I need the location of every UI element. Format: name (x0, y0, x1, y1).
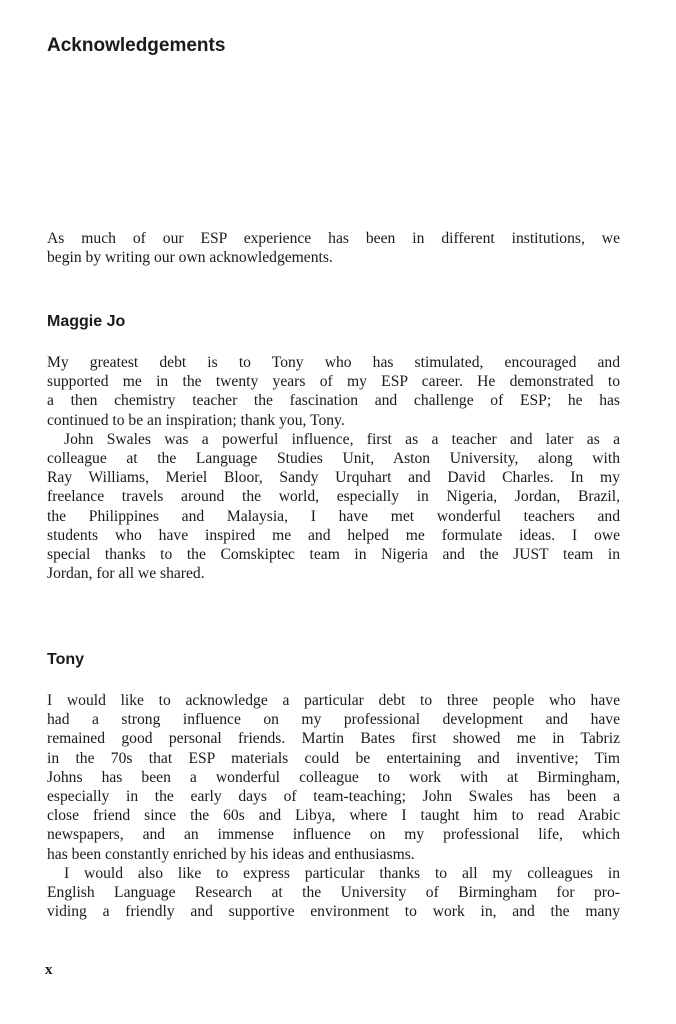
section-heading-tony: Tony (47, 651, 85, 668)
body-line: colleague at the Language Studies Unit, Aston University, along with (47, 450, 620, 468)
body-line: in the 70s that ESP materials could be entertaining and inventive; Tim (47, 749, 620, 767)
body-line: English Language Research at the University of Birmingham for pro- (47, 884, 620, 902)
body-line: John Swales was a powerful influence, first as a teacher and later as a (64, 430, 620, 448)
body-line: a then chemistry teacher the fascination and challenge of ESP; he has (47, 392, 620, 410)
body-line: I would also like to express particular thanks to all my colleagues in (64, 864, 620, 882)
intro-paragraph (47, 229, 620, 267)
body-line: I would like to acknowledge a particular debt to three people who have (47, 692, 620, 709)
body-line: continued to be an inspiration; thank you, Tony. (47, 411, 345, 429)
body-line: supported me in the twenty years of my ESP career. He demonstrated to (47, 373, 620, 391)
body-line: Johns has been a wonderful colleague to work with at Birmingham, (47, 768, 620, 786)
intro-line: As much of our ESP experience has been in different institutions, we (47, 230, 620, 247)
body-line: close friend since the 60s and Libya, where I taught him to read Arabic (47, 807, 620, 825)
section-heading-maggie-jo: Maggie Jo (47, 313, 126, 330)
body-line: had a strong influence on my professional development and have (47, 711, 620, 729)
body-line: freelance travels around the world, especially in Nigeria, Jordan, Brazil, (47, 488, 620, 506)
body-line: Ray Williams, Meriel Bloor, Sandy Urquhart and David Charles. In my (47, 469, 620, 487)
body-line: newspapers, and an immense influence on my professional life, which (47, 826, 620, 844)
body-line: remained good personal friends. Martin Bates first showed me in Tabriz (47, 730, 620, 748)
body-line: especially in the early days of team-teaching; John Swales has been a (47, 788, 620, 806)
body-line: My greatest debt is to Tony who has stimulated, encouraged and (47, 354, 620, 371)
section-body-maggie-jo (47, 353, 620, 583)
body-line: viding a friendly and supportive environment to work in, and the many (47, 903, 620, 921)
body-line: students who have inspired me and helped me formulate ideas. I owe (47, 526, 620, 544)
body-line: Jordan, for all we shared. (47, 565, 205, 583)
intro-line: begin by writing our own acknowledgements. (47, 249, 333, 267)
body-line: the Philippines and Malaysia, I have met wonderful teachers and (47, 507, 620, 525)
page-title: Acknowledgements (47, 35, 226, 56)
body-line: special thanks to the Comskiptec team in Nigeria and the JUST team in (47, 546, 620, 564)
section-body-tony (47, 691, 620, 921)
body-line: has been constantly enriched by his ideas and enthusiasms. (47, 845, 415, 863)
page-number: x (45, 962, 53, 978)
